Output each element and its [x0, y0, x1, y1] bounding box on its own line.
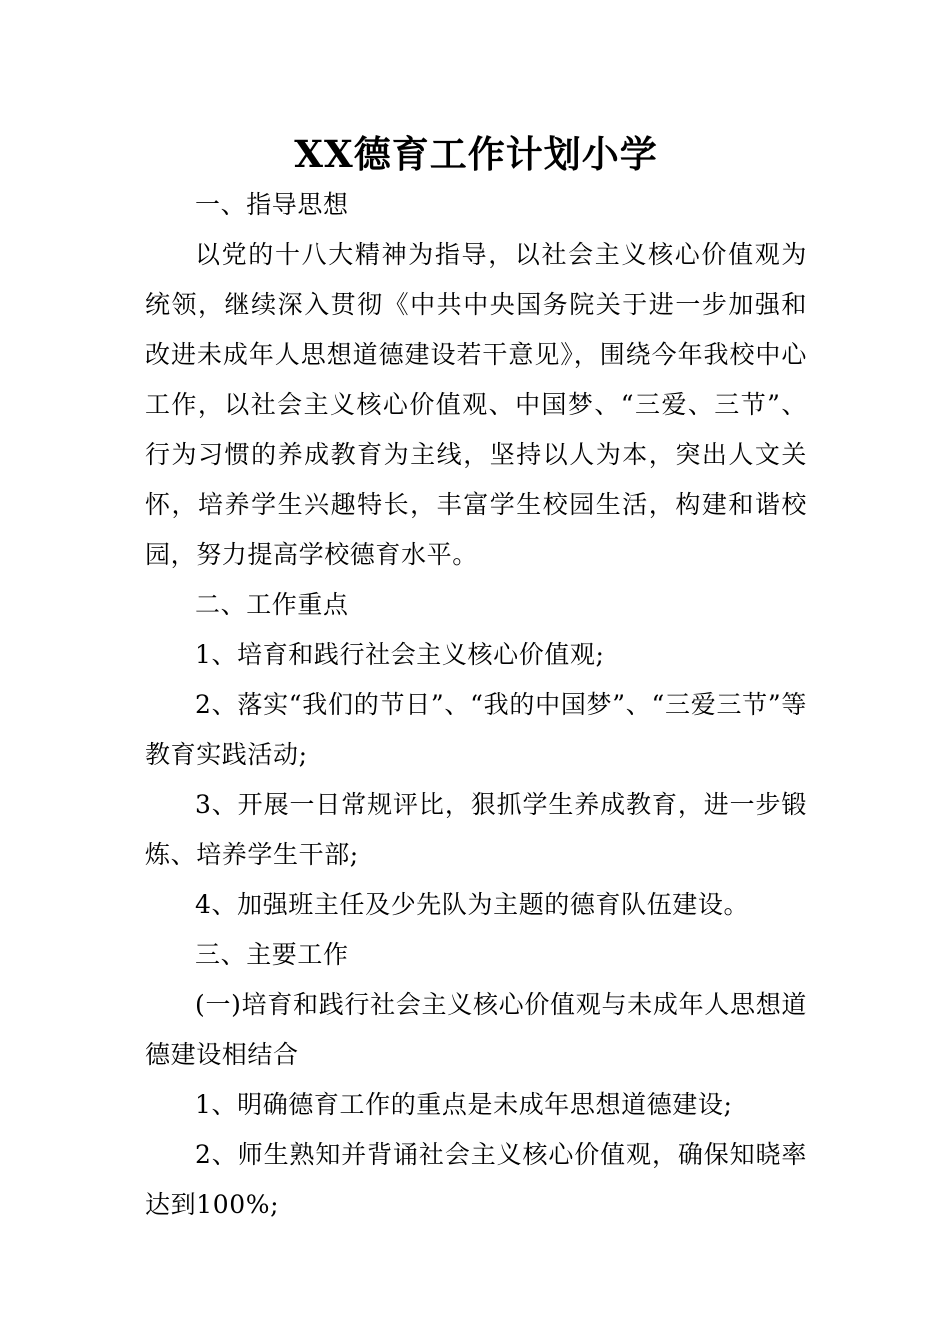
list-item: 2、师生熟知并背诵社会主义核心价值观，确保知晓率达到100%;	[145, 1140, 807, 1219]
section-heading-work-focus: 二、工作重点	[195, 590, 349, 619]
section-heading-main-work: 三、主要工作	[195, 940, 349, 969]
body-paragraph: 以党的十八大精神为指导，以社会主义核心价值观为统领，继续深入贯彻《中共中央国务院关于进一步加强和改进未成年人思想道德建设若干意见》，围绕今年我校中心工作，以社会主义核心价值观、中国梦、“三爱、三节”、行为习惯的养成教育为主线，坚持以人为本，突出人文关怀，培养学生兴趣特长，丰富学生校园生活，构建和谐校园，努力提高学校德育水平。	[145, 240, 807, 569]
list-item: 3、开展一日常规评比，狠抓学生养成教育，进一步锻炼、培养学生干部;	[145, 790, 807, 869]
document-page	[145, 128, 807, 1230]
list-item: 4、加强班主任及少先队为主题的德育队伍建设。	[195, 890, 750, 919]
list-item: 1、培育和践行社会主义核心价值观;	[195, 640, 605, 669]
subsection-heading: (一)培育和践行社会主义核心价值观与未成年人思想道德建设相结合	[145, 990, 807, 1069]
list-item: 2、落实“我们的节日”、“我的中国梦”、“三爱三节”等教育实践活动;	[145, 690, 807, 769]
document-title: XX德育工作计划小学	[294, 132, 658, 176]
list-item: 1、明确德育工作的重点是未成年思想道德建设;	[195, 1090, 733, 1119]
section-heading-guiding-ideology: 一、指导思想	[195, 190, 349, 219]
